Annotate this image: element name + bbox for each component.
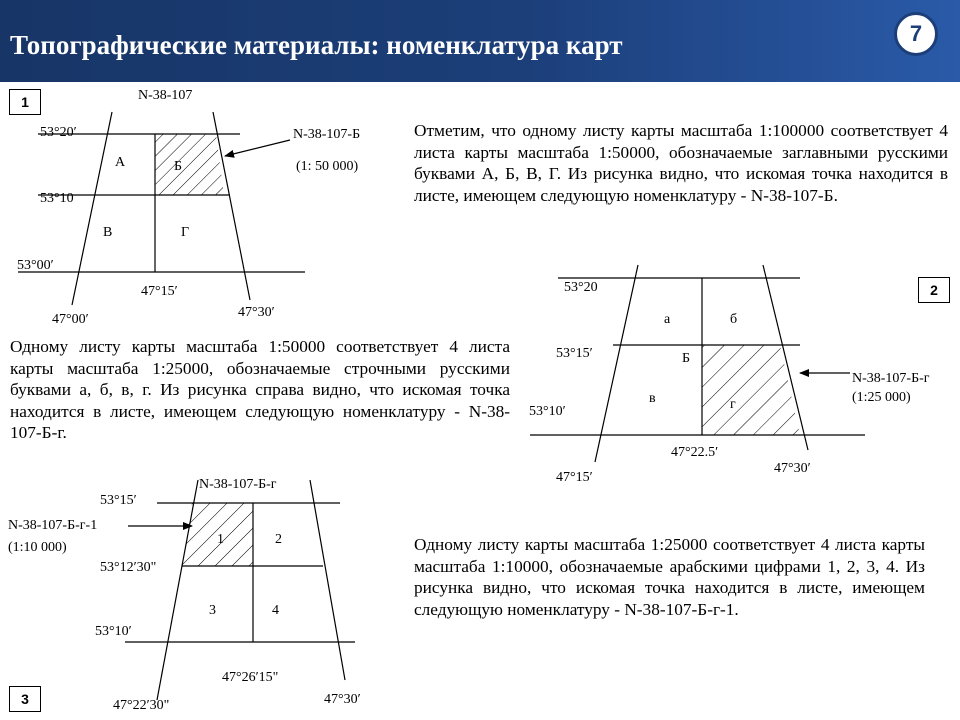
paragraph-3: Одному листу карты масштаба 1:25000 соответствует 4 листа карты масштаба 1:10000, обозначаемые арабскими цифрами 1, 2, 3, 4. Из рисунка видно, что искомая точка находится в листе, имеющем следующую номенклатуру - N-38-107-Б-г-1. bbox=[414, 535, 925, 619]
figure-label-1: 1 bbox=[9, 89, 41, 115]
cell-a: а bbox=[664, 312, 671, 327]
lat-top-label: 53°20 bbox=[564, 280, 598, 295]
sheet-letter: Б bbox=[682, 351, 691, 366]
cell-2: 2 bbox=[275, 532, 282, 547]
lon-left-label: 47°00′ bbox=[52, 312, 89, 327]
lon-left-label: 47°22′30" bbox=[113, 698, 170, 713]
lon-right-label: 47°30′ bbox=[774, 461, 811, 476]
cell-b: Б bbox=[174, 159, 183, 174]
slide-number-badge: 7 bbox=[894, 12, 938, 56]
sheet-label: N-38-107-Б-г bbox=[199, 477, 277, 492]
lat-bottom-label: 53°00′ bbox=[17, 258, 54, 273]
lon-right-label: 47°30′ bbox=[324, 692, 361, 707]
pointer-scale: (1: 50 000) bbox=[296, 159, 359, 174]
slide-title: Топографические материалы: номенклатура карт bbox=[10, 30, 623, 60]
lat-bottom-label: 53°10′ bbox=[95, 624, 132, 639]
sheet-label: N-38-107 bbox=[138, 88, 193, 103]
cell-a: А bbox=[115, 155, 126, 170]
lat-top-label: 53°20′ bbox=[40, 125, 77, 140]
left-edge bbox=[157, 480, 198, 700]
pointer-label: N-38-107-Б-г-1 bbox=[8, 518, 98, 533]
lat-mid-label: 53°12′30" bbox=[100, 560, 157, 575]
pointer-scale: (1:25 000) bbox=[852, 390, 911, 405]
cell-4: 4 bbox=[272, 603, 279, 618]
cell-b: б bbox=[730, 312, 738, 327]
cell-v: в bbox=[649, 391, 656, 406]
right-edge bbox=[310, 480, 345, 680]
paragraph-2: Одному листу карты масштаба 1:50000 соответствует 4 листа карты масштаба 1:25000, обозначаемые строчными русскими буквами а, б, в, г. Из рисунка справа видно, что искомая точка находится в листе, имеющем следующую номенклатуру - N-38-107-Б-г. bbox=[10, 337, 510, 442]
figure-label-2: 2 bbox=[918, 277, 950, 303]
pointer-label: N-38-107-Б-г bbox=[852, 371, 930, 386]
lat-bottom-label: 53°10′ bbox=[529, 404, 566, 419]
cell-1: 1 bbox=[217, 532, 224, 547]
lon-mid-label: 47°22.5′ bbox=[671, 445, 719, 460]
pointer-scale: (1:10 000) bbox=[8, 540, 67, 555]
lat-mid-label: 53°10 bbox=[40, 191, 74, 206]
lon-right-label: 47°30′ bbox=[238, 305, 275, 320]
lon-left-label: 47°15′ bbox=[556, 470, 593, 485]
lon-mid-label: 47°26′15" bbox=[222, 670, 279, 685]
cell-v: В bbox=[103, 225, 113, 240]
lon-mid-label: 47°15′ bbox=[141, 284, 178, 299]
cell-g: г bbox=[730, 397, 736, 412]
figure-label-3: 3 bbox=[9, 686, 41, 712]
pointer-label: N-38-107-Б bbox=[293, 127, 361, 142]
paragraph-1: Отметим, что одному листу карты масштаба 1:100000 соответствует 4 листа карты масштаба 1:50000, обозначаемые заглавными русскими буквами А, Б, В, Г. Из рисунка видно, что искомая точка находится в листе, имеющем следующую номенклатуру - N-38-107-Б. bbox=[414, 121, 948, 205]
lat-top-label: 53°15′ bbox=[100, 493, 137, 508]
cell-g: Г bbox=[181, 225, 190, 240]
lat-mid-label: 53°15′ bbox=[556, 346, 593, 361]
cell-3: 3 bbox=[209, 603, 216, 618]
